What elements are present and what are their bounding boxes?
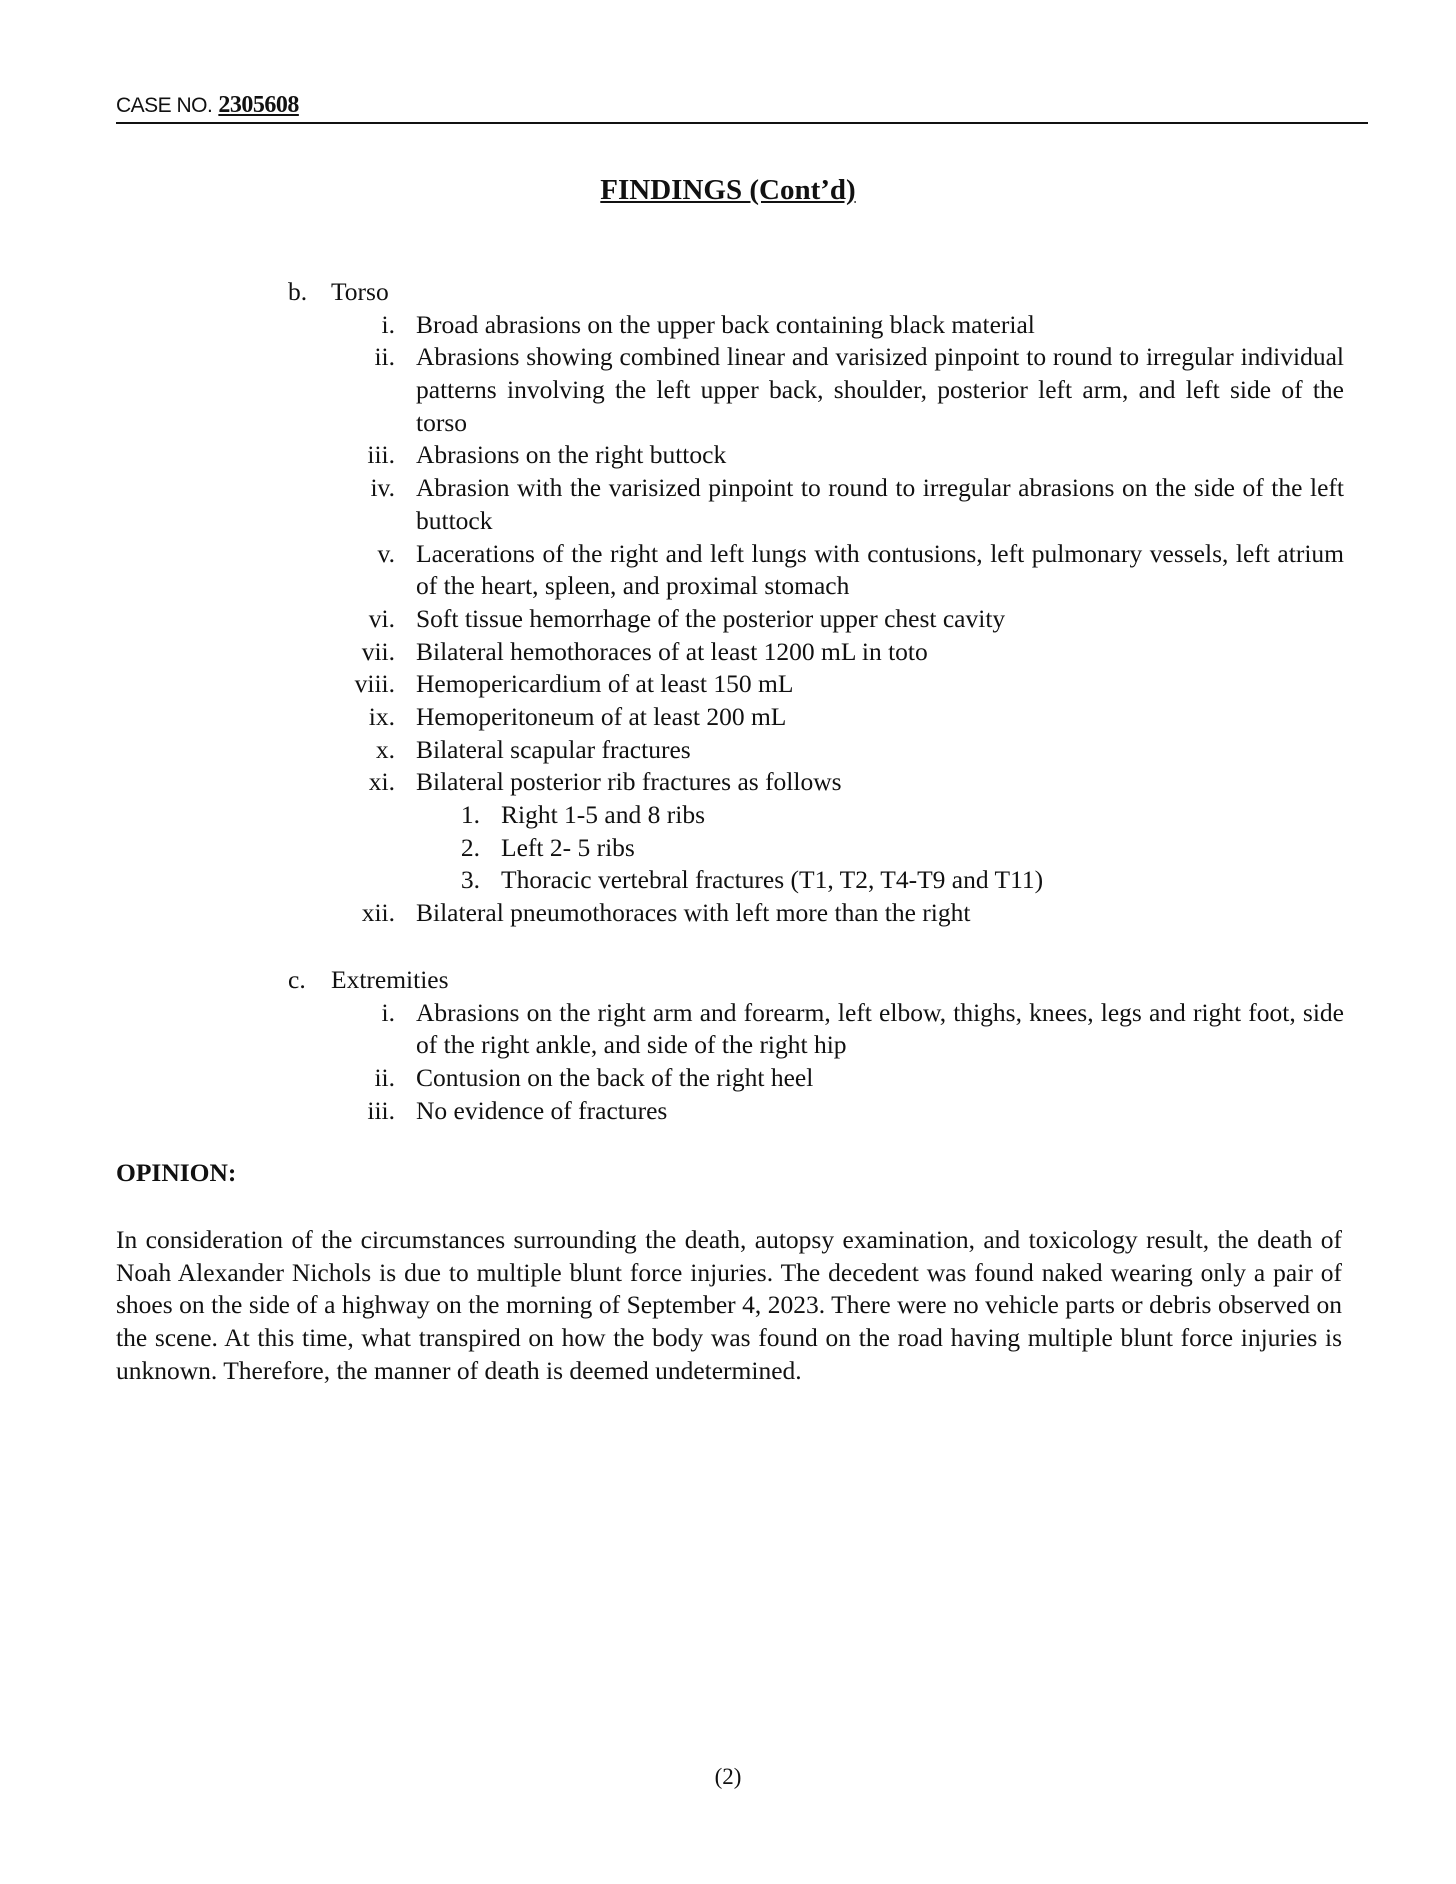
list-item: [0, 766, 1456, 799]
list-item: [0, 668, 1456, 701]
list-item: [0, 636, 1456, 669]
list-item: [0, 897, 1456, 930]
item-text: Lacerations of the right and left lungs with contusions, left pulmonary vessels, left atrium of the heart, spleen, and proximal stomach: [416, 538, 1344, 601]
item-text: Contusion on the back of the right heel: [416, 1063, 814, 1093]
sub-item-number: 2.: [460, 832, 480, 862]
torso-section: [0, 276, 1456, 930]
list-item: [0, 701, 1456, 734]
item-text: No evidence of fractures: [416, 1095, 668, 1125]
item-text: Bilateral pneumothoraces with left more than the right: [416, 898, 971, 928]
case-number: 2305608: [218, 92, 299, 118]
item-text: Abrasion with the varisized pinpoint to round to irregular abrasions on the side of the left buttock: [416, 473, 1344, 535]
section-title: Torso: [331, 277, 389, 306]
item-text: Abrasions on the right buttock: [416, 440, 727, 470]
list-item: [0, 309, 1456, 342]
list-item: [0, 538, 1456, 603]
item-text: Hemoperitoneum of at least 200 mL: [416, 702, 787, 731]
section-letter: c.: [288, 965, 306, 994]
item-number: ix.: [368, 702, 395, 731]
item-text: Bilateral scapular fractures: [416, 734, 691, 764]
sub-item-text: Right 1-5 and 8 ribs: [501, 800, 705, 830]
item-text: Bilateral hemothoraces of at least 1200 mL in toto: [416, 636, 928, 666]
section-letter: b.: [288, 277, 308, 306]
list-item: [0, 734, 1456, 767]
list-item: [0, 603, 1456, 636]
item-number: iii.: [367, 1095, 395, 1125]
item-number: iii.: [367, 440, 395, 470]
case-label: CASE NO.: [116, 94, 213, 117]
list-item: [0, 341, 1456, 439]
sub-list-item: [0, 799, 1456, 832]
item-number: ii.: [374, 342, 395, 372]
item-number: ii.: [374, 1063, 395, 1093]
page-title: FINDINGS (Cont’d): [600, 174, 856, 206]
item-text: Abrasions showing combined linear and varisized pinpoint to round to irregular individual patterns involving the left upper back, shoulder, posterior left arm, and left side of the torso: [416, 342, 1344, 437]
item-number: i.: [381, 309, 395, 339]
list-item: [0, 997, 1456, 1062]
sub-item-number: 3.: [460, 865, 480, 895]
sub-item-text: Thoracic vertebral fractures (T1, T2, T4-T9 and T11): [501, 865, 1044, 895]
item-number: i.: [381, 997, 395, 1027]
list-item: [0, 472, 1456, 537]
sub-list-item: [0, 864, 1456, 897]
item-number: x.: [375, 734, 395, 764]
sub-list-item: [0, 832, 1456, 865]
opinion-heading: OPINION:: [116, 1158, 237, 1187]
section-heading: [0, 276, 1456, 309]
list-item: [0, 1062, 1456, 1095]
page-header: [116, 92, 1368, 124]
case-label-group: [116, 92, 299, 119]
item-number: iv.: [370, 473, 395, 503]
sub-item-text: Left 2- 5 ribs: [501, 832, 635, 862]
section-title: Extremities: [331, 965, 449, 994]
item-number: viii.: [354, 669, 395, 699]
item-text: Broad abrasions on the upper back containing black material: [416, 309, 1035, 339]
list-item: [0, 439, 1456, 472]
item-number: v.: [377, 538, 395, 568]
page-number: (2): [714, 1764, 742, 1789]
item-text: Bilateral posterior rib fractures as follows: [416, 767, 842, 797]
item-number: xi.: [368, 767, 395, 797]
item-text: Soft tissue hemorrhage of the posterior upper chest cavity: [416, 603, 1006, 633]
item-number: xii.: [361, 898, 395, 928]
item-text: Hemopericardium of at least 150 mL: [416, 669, 794, 699]
list-item: [0, 1095, 1456, 1128]
item-text: Abrasions on the right arm and forearm, left elbow, thighs, knees, legs and right foot, side of the right ankle, and side of the right hip: [416, 997, 1344, 1060]
opinion-paragraph: In consideration of the circumstances surrounding the death, autopsy examination, and toxicology result, the death of Noah Alexander Nichols is due to multiple blunt force injuries. The decedent was found naked wearing only a pair of shoes on the side of a highway on the morning of September 4, 2023. There were no vehicle parts or debris observed on the scene. At this time, what transpired on how the body was found on the road having multiple blunt force injuries is unknown. Therefore, the manner of death is deemed undetermined.: [116, 1225, 1342, 1385]
section-heading: [0, 964, 1456, 997]
sub-item-number: 1.: [460, 800, 480, 830]
item-number: vi.: [368, 603, 395, 633]
item-number: vii.: [361, 636, 395, 666]
extremities-section: [0, 964, 1456, 1127]
